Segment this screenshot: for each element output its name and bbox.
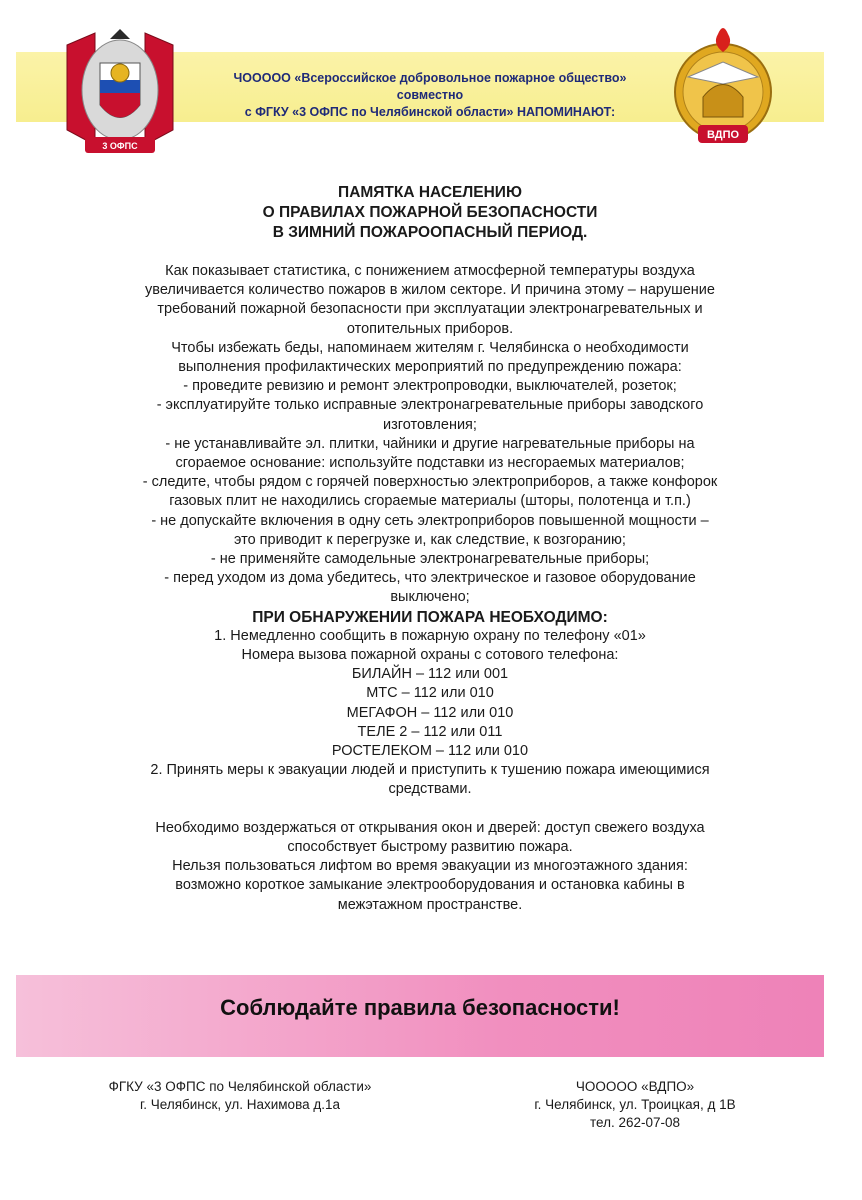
body-line: требований пожарной безопасности при эксплуатации электронагревательных и	[157, 301, 703, 318]
step-line: 2. Принять меры к эвакуации людей и приступить к тушению пожара имеющимися	[150, 762, 710, 779]
step-line: средствами.	[388, 781, 472, 798]
warning-line: Необходимо воздержаться от открывания окон и дверей: доступ свежего воздуха	[155, 819, 705, 836]
body-line: - не устанавливайте эл. плитки, чайники и другие нагревательные приборы на	[165, 435, 695, 452]
body-line: увеличивается количество пожаров в жилом секторе. И причина этому – нарушение	[145, 282, 715, 299]
step-line: 1. Немедленно сообщить в пожарную охрану по телефону «01»	[214, 627, 646, 644]
phone-line: МЕГАФОН – 112 или 010	[346, 704, 514, 721]
warning-line: Нельзя пользоваться лифтом во время эвакуации из многоэтажного здания:	[172, 858, 688, 875]
footer-left-org: ФГКУ «3 ОФПС по Челябинской области»	[108, 1079, 372, 1094]
footer-right-contact	[455, 1078, 815, 1132]
footer-right-address: г. Челябинск, ул. Троицкая, д 1В	[534, 1097, 736, 1112]
footer-left-contact	[60, 1078, 420, 1114]
footer-right-org: ЧООООО «ВДПО»	[575, 1079, 695, 1094]
document-title	[180, 183, 680, 243]
phone-line: МТС – 112 или 010	[366, 685, 494, 702]
body-line: - не применяйте самодельные электронагревательные приборы;	[210, 551, 650, 568]
body-line: газовых плит не находились сгораемые материалы (шторы, полотенца и т.п.)	[169, 493, 691, 510]
footer-right-phone: тел. 262-07-08	[589, 1115, 681, 1130]
title-line-3: В ЗИМНИЙ ПОЖАРООПАСНЫЙ ПЕРИОД.	[272, 224, 588, 241]
footer-left-address: г. Челябинск, ул. Нахимова д.1а	[139, 1097, 340, 1112]
header-line-1: ЧООООО «Всероссийское добровольное пожарное общество»	[233, 71, 627, 85]
emblem-right-label: ВДПО	[706, 129, 740, 141]
slogan: Соблюдайте правила безопасности!	[220, 995, 620, 1020]
vdpo-emblem-icon	[668, 22, 778, 157]
warning-line: межэтажном пространстве.	[337, 896, 523, 913]
body-line: - проведите ревизию и ремонт электропроводки, выключателей, розеток;	[183, 378, 677, 395]
body-line: - эксплуатируйте только исправные электронагревательные приборы заводского	[156, 397, 704, 414]
warning-line: способствует быстрому развитию пожара.	[287, 838, 573, 855]
phone-line: ТЕЛЕ 2 – 112 или 011	[357, 723, 503, 740]
body-line: Как показывает статистика, с понижением атмосферной температуры воздуха	[165, 263, 695, 279]
header-line-2: совместно	[396, 88, 464, 102]
phone-line: БИЛАЙН – 112 или 001	[351, 666, 509, 683]
body-line: отопительных приборов.	[346, 320, 514, 337]
body-line: изготовления;	[383, 416, 477, 433]
title-line-2: О ПРАВИЛАХ ПОЖАРНОЙ БЕЗОПАСНОСТИ	[262, 204, 598, 221]
step-line: Номера вызова пожарной охраны с сотового телефона:	[241, 647, 619, 664]
section-subheading: ПРИ ОБНАРУЖЕНИИ ПОЖАРА НЕОБХОДИМО:	[252, 608, 608, 626]
emblem-left-label: 3 ОФПС	[102, 141, 138, 151]
phone-line: РОСТЕЛЕКОМ – 112 или 010	[331, 743, 529, 760]
body-line: - перед уходом из дома убедитесь, что электрическое и газовое оборудование	[164, 570, 696, 587]
body-line: выключено;	[390, 589, 470, 606]
body-line: сгораемое основание: используйте подставки из несгораемых материалов;	[175, 455, 685, 472]
title-line-1: ПАМЯТКА НАСЕЛЕНИЮ	[338, 184, 522, 201]
ofps-emblem-icon	[55, 25, 185, 160]
body-line: Чтобы избежать беды, напоминаем жителям г. Челябинска о необходимости	[171, 339, 689, 356]
document-body	[70, 262, 790, 915]
header-line-3: с ФГКУ «3 ОФПС по Челябинской области» НАПОМИНАЮТ:	[244, 105, 616, 119]
body-line: - следите, чтобы рядом с горячей поверхностью электроприборов, а также конфорок	[142, 474, 718, 491]
header-text	[180, 70, 680, 121]
body-line: - не допускайте включения в одну сеть электроприборов повышенной мощности –	[151, 512, 709, 529]
body-line: это приводит к перегрузке и, как следствие, к возгоранию;	[234, 531, 626, 548]
body-line: выполнения профилактических мероприятий по предупреждению пожара:	[178, 359, 682, 376]
warning-line: возможно короткое замыкание электрооборудования и остановка кабины в	[175, 877, 685, 894]
